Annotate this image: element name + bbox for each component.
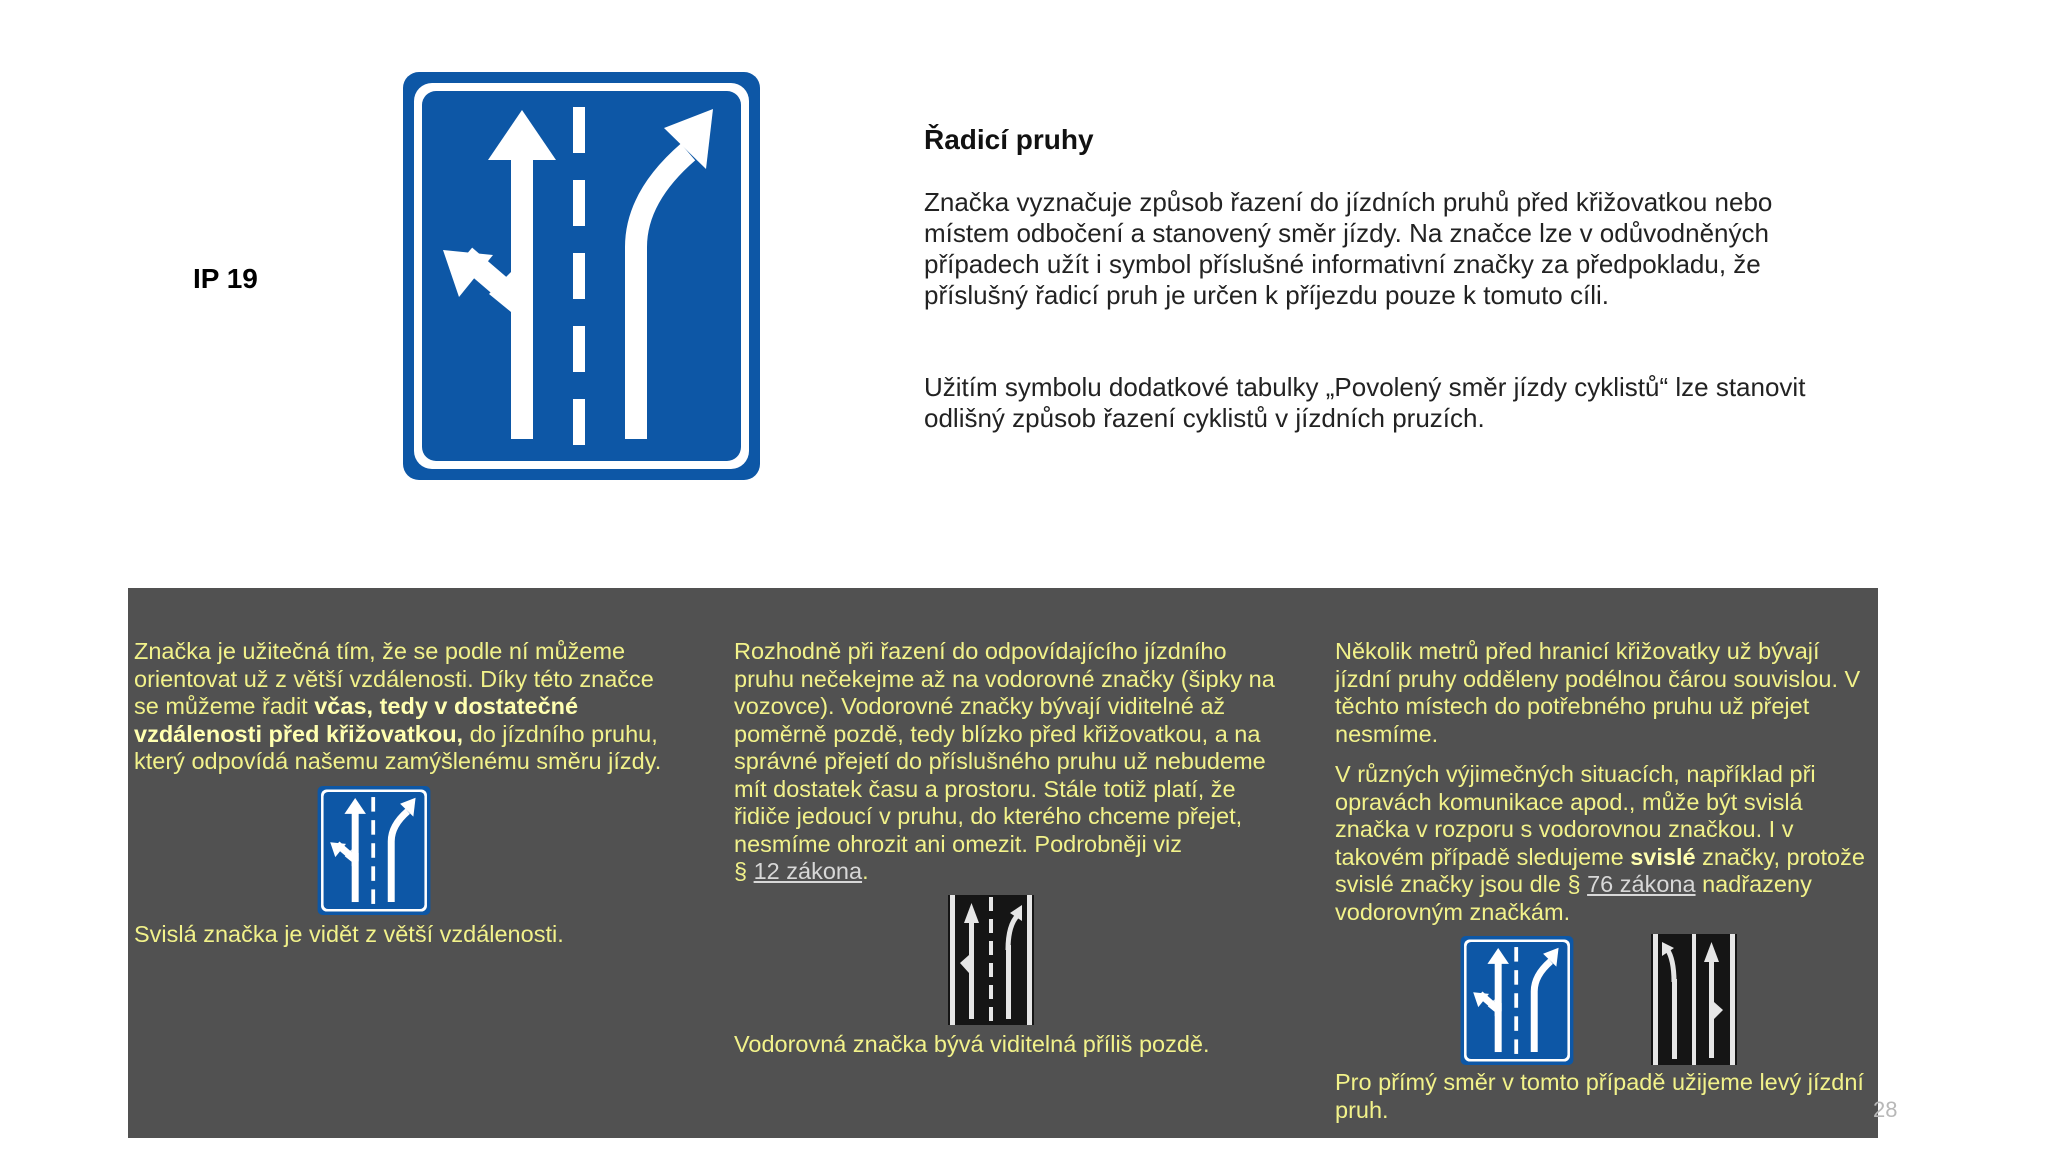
law-76-link[interactable]: 76 zákona	[1587, 871, 1696, 897]
lane-sign-ip19-icon	[317, 786, 431, 915]
column-1-bold: včas, tedy v dostatečné vzdálenosti před křižovatkou,	[134, 693, 579, 747]
column-3-paragraph-2	[1335, 761, 1865, 926]
lane-sign-ip19-icon	[1460, 936, 1574, 1065]
description-paragraph-1: Značka vyznačuje způsob řazení do jízdních pruhů před křižovatkou nebo místem odbočení a stanovený směr jízdy. Na značce lze v odůvodněných případech užít i symbol příslušné informativní značky za předpokladu, že příslušný řadicí pruh je určen k příjezdu pouze k tomuto cíli.	[924, 187, 1773, 310]
law-12-link[interactable]: 12 zákona	[753, 858, 863, 884]
column-3-paragraph-1: Několik metrů před hranicí křižovatky už bývají jízdní pruhy odděleny podélnou čárou souvislou. V těchto místech do potřebného pruhu už přejet nesmíme.	[1335, 638, 1861, 747]
road-marking-reversed-icon	[1651, 934, 1737, 1065]
info-column-3	[1335, 638, 1865, 926]
info-column-2	[734, 638, 1279, 886]
info-panel	[128, 588, 1878, 1138]
column-2-text-body: Rozhodně při řazení do odpovídajícího jízdního pruhu nečekejme až na vodorovné značky (šipky na vozovce). Vodorovné značky bývají viditelné až poměrně pozdě, tedy blízko před křižovatkou, a na správné přejetí do příslušného pruhu už nebudeme mít dostatek času a prostoru. Stále totiž platí, že řidiče jedoucí v pruhu, do kterého chceme přejet, nesmíme ohrozit ani omezit. Podrobněji viz	[734, 638, 1275, 857]
column-2-caption: Vodorovná značka bývá viditelná příliš pozdě.	[734, 1031, 1210, 1057]
info-column-1	[134, 638, 674, 776]
sign-code: IP 19	[193, 263, 258, 294]
column-3-bold: svislé	[1630, 843, 1696, 870]
column-3-text-b: značky, protože svislé značky jsou dle §	[1335, 843, 1865, 897]
column-3-caption: Pro přímý směr v tomto případě užijeme levý jízdní pruh.	[1335, 1069, 1864, 1123]
section-sign: §	[734, 858, 754, 884]
column-3-text-a: V různých výjimečných situacích, například při opravách komunikace apod., může být svislá značka v rozporu s vodorovnou značkou. I v takovém případě sledujeme	[1335, 761, 1816, 870]
column-3-text-c: nadřazeny vodorovným značkám.	[1335, 871, 1812, 925]
column-1-text-a: Značka je užitečná tím, že se podle ní můžeme orientovat už z větší vzdálenosti. Díky této značce se můžeme řadit	[134, 638, 654, 719]
page-title: Řadicí pruhy	[924, 124, 1094, 155]
column-2-text	[734, 638, 1279, 886]
column-1-text-b: do jízdního pruhu, který odpovídá našemu zamýšlenému směru jízdy.	[134, 720, 662, 774]
column-2-period: .	[862, 858, 869, 884]
lane-sign-ip19-icon	[403, 72, 760, 480]
road-marking-arrows-icon	[948, 895, 1034, 1025]
description-paragraph-2: Užitím symbolu dodatkové tabulky „Povolený směr jízdy cyklistů“ lze stanovit odlišný způsob řazení cyklistů v jízdních pruzích.	[924, 372, 1806, 433]
column-1-caption: Svislá značka je vidět z větší vzdálenosti.	[134, 921, 564, 947]
column-1-text	[134, 638, 674, 776]
page-number: 28	[1873, 1097, 1898, 1122]
